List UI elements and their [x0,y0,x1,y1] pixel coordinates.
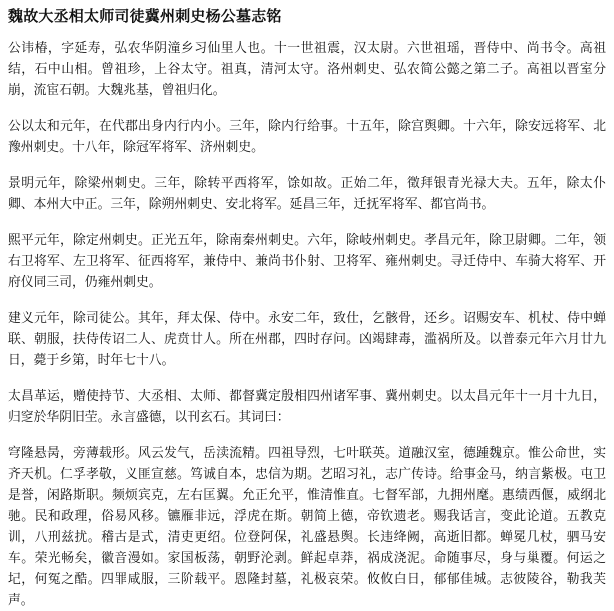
paragraph-jingming-career: 景明元年，除梁州刺史。三年，除转平西将军，馀如故。正始二年，徵拜银青光禄大夫。五年，除太仆卿、本州大中正。三年，除朔州刺史、安北将军。延昌三年，迁抚军将军、都官尚书。 [8,176,606,212]
paragraph-taihe-career: 公以太和元年，在代郡出身内行内小。三年，除内行给事。十五年，除宫舆卿。十六年，除安远将军、北豫州刺史。十八年，除冠军将军、济州刺史。 [8,119,606,155]
paragraph-xiping-career: 熙平元年，除定州刺史。正光五年，除南秦州刺史。六年，除岐州刺史。孝昌元年，除卫尉卿。二年，领右卫将军、左卫将军、征西将军，兼侍中、兼尚书仆射、卫将军、雍州刺史。寻迁侍中、车骑大将军、开府仪同三司，仍雍州刺史。 [8,233,606,290]
paragraph-lineage: 公讳椿，字延寿，弘农华阴潼乡习仙里人也。十一世祖震，汉太尉。六世祖瑶，晋侍中、尚书令。高祖结，石中山相。曾祖珍，上谷太守。祖真，清河太守。洛州刺史、弘农简公懿之第二子。高祖以晋室分崩，流宦石朝。大魏兆基，曾祖归化。 [8,41,606,98]
paragraph-posthumous-burial: 太昌革运，赠使持节、大丞相、太师、都督冀定殷相四州诸军事、冀州刺史。以太昌元年十一月十九日，归窆於华阴旧茔。永言盛德，以刊玄石。其词曰： [8,389,606,425]
epitaph-title: 魏故大丞相太师司徒冀州刺史杨公墓志铭 [8,7,282,25]
paragraph-jianyi-death: 建义元年，除司徒公。其年，拜太保、侍中。永安二年，致仕，乞骸骨，还乡。诏赐安车、机杖、侍中蝉联、朝服，扶侍传诏二人、虎贲廿人。所在州郡，四时存问。凶竭肆毒，滥祸所及。以普泰元年六月廿九日，薨于乡第，时年七十八。 [8,311,606,368]
paragraph-inscription-verse: 穹隆悬昺，旁薄载形。风云发气，岳渎流精。四祖导烈，七叶联英。道融汉室，德踵魏京。惟公命世，实齐天机。仁孚孝敬，义匪宣慈。笃诚自本，忠信为期。艺昭习礼，志广传诗。给事金马，纳言紫极。屯卫是誉，闲路斯职。频烦宾克，左右匡翼。允正允平，惟清惟直。七督军部，九拥州麾。惠绩西偃，威纲北驰。民和政理，俗易风移。镳雁非远，浮虎在斯。朝简上德，帝钦遗老。赐我话言，变此论道。五教克训，八刑兹扰。稽古是式，清吏更绍。位登阿保，礼盛悬舆。长违绛阙，高逝旧都。蝉冕几杖，驷马安车。荣光畅矣，徽音漫如。家国板荡，朝野沦剥。鲜起卓莽，祸成浇泥。命随事尽，身与巢覆。何运之圮，何冤之酷。四罪咸服，三阶载平。恩隆封墓，礼极哀荣。攸攸白日，郁郁佳城。志彼陵谷，勒我芙声。 [8,446,606,608]
